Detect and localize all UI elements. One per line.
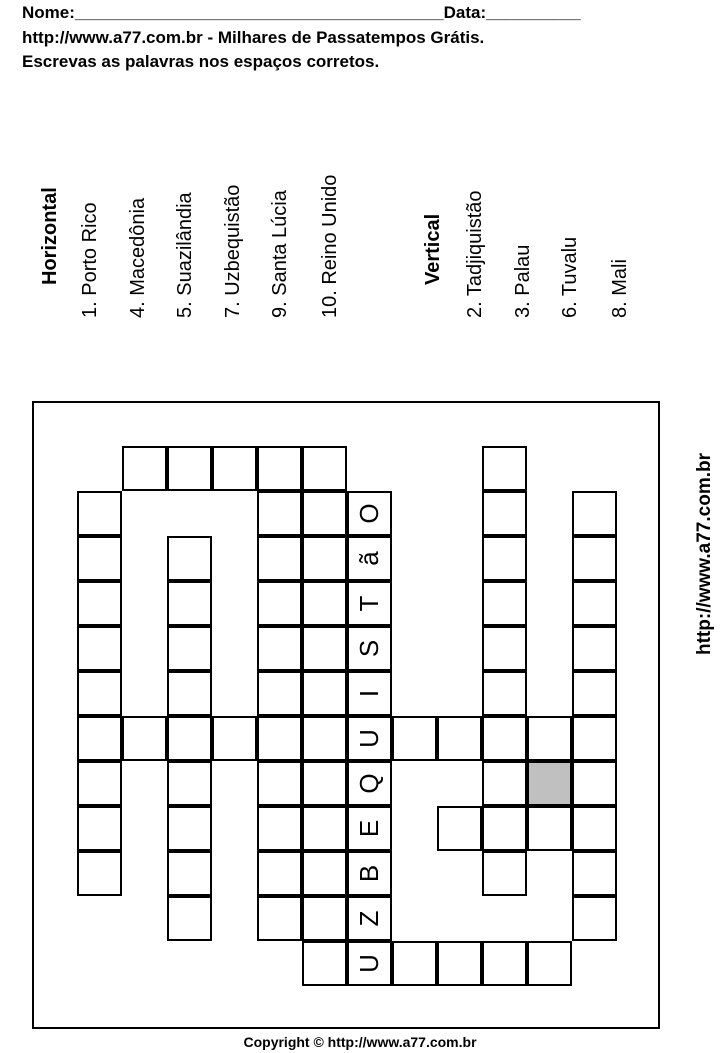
grid-cell[interactable] — [257, 446, 302, 491]
grid-cell[interactable] — [347, 941, 392, 986]
grid-cell[interactable] — [347, 896, 392, 941]
grid-letter: T — [354, 595, 384, 612]
clue-horizontal-5: 5. Suazilândia — [174, 192, 196, 318]
grid-cell[interactable] — [437, 941, 482, 986]
grid-cell[interactable] — [77, 806, 122, 851]
grid-cell[interactable] — [167, 761, 212, 806]
grid-cell[interactable] — [257, 671, 302, 716]
grid-cell[interactable] — [482, 941, 527, 986]
grid-cell[interactable] — [392, 941, 437, 986]
grid-cell[interactable] — [167, 581, 212, 626]
grid-cell[interactable] — [572, 491, 617, 536]
grid-cell[interactable] — [347, 626, 392, 671]
grid-cell[interactable] — [77, 536, 122, 581]
grid-letter: E — [354, 819, 384, 838]
grid-cell[interactable] — [257, 806, 302, 851]
grid-cell[interactable] — [347, 536, 392, 581]
clue-horizontal-9: 9. Santa Lúcia — [269, 190, 291, 318]
grid-cell[interactable] — [347, 491, 392, 536]
grid-cell[interactable] — [167, 536, 212, 581]
grid-cell[interactable] — [572, 761, 617, 806]
grid-cell[interactable] — [257, 851, 302, 896]
grid-cell[interactable] — [482, 806, 527, 851]
instruction-line: Escrevas as palavras nos espaços corretos. — [22, 52, 380, 71]
grid-cell[interactable] — [482, 536, 527, 581]
grid-cell[interactable] — [212, 446, 257, 491]
grid-cell[interactable] — [482, 626, 527, 671]
grid-cell[interactable] — [302, 941, 347, 986]
horizontal-title: Horizontal — [39, 187, 61, 285]
grid-cell[interactable] — [482, 446, 527, 491]
grid-cell[interactable] — [572, 851, 617, 896]
grid-cell[interactable] — [572, 626, 617, 671]
clue-horizontal-1: 1. Porto Rico — [79, 202, 101, 318]
grid-cell[interactable] — [437, 716, 482, 761]
grid-letter: U — [354, 729, 384, 748]
grid-cell[interactable] — [77, 851, 122, 896]
clue-vertical-2: 2. Tadjiquistão — [464, 190, 486, 318]
grid-cell[interactable] — [167, 851, 212, 896]
grid-cell[interactable] — [572, 536, 617, 581]
grid-cell[interactable] — [212, 716, 257, 761]
grid-letter: ã — [354, 551, 384, 566]
grid-cell[interactable] — [527, 716, 572, 761]
grid-cell[interactable] — [347, 581, 392, 626]
grid-cell[interactable] — [347, 806, 392, 851]
clue-vertical-3: 3. Palau — [512, 244, 534, 318]
grid-cell[interactable] — [257, 626, 302, 671]
grid-cell[interactable] — [482, 581, 527, 626]
grid-cell[interactable] — [302, 896, 347, 941]
grid-cell[interactable] — [167, 626, 212, 671]
grid-cell[interactable] — [347, 851, 392, 896]
vertical-title: Vertical — [422, 213, 444, 285]
grid-cell[interactable] — [572, 806, 617, 851]
grid-cell[interactable] — [167, 806, 212, 851]
grid-cell[interactable] — [572, 581, 617, 626]
clue-vertical-6: 6. Tuvalu — [559, 236, 581, 318]
grid-letter: S — [354, 639, 384, 658]
grid-cell[interactable] — [527, 806, 572, 851]
grid-cell[interactable] — [302, 446, 347, 491]
grid-cell[interactable] — [302, 761, 347, 806]
grid-cell[interactable] — [167, 716, 212, 761]
site-line: http://www.a77.com.br - Milhares de Passatempos Grátis. — [22, 28, 485, 47]
grid-cell[interactable] — [437, 806, 482, 851]
grid-cell[interactable] — [77, 671, 122, 716]
grid-cell[interactable] — [302, 716, 347, 761]
grid-cell[interactable] — [302, 851, 347, 896]
grid-letter: I — [354, 689, 384, 698]
grid-cell[interactable] — [482, 716, 527, 761]
copyright: Copyright © http://www.a77.com.br — [243, 1034, 477, 1050]
clue-horizontal-7: 7. Uzbequistão — [222, 184, 244, 318]
grid-cell[interactable] — [302, 626, 347, 671]
shaded-cell — [527, 761, 572, 806]
grid-cell[interactable] — [527, 941, 572, 986]
name-date-line: Nome:_______________________________________Data:__________ — [22, 3, 581, 22]
grid-cell[interactable] — [302, 491, 347, 536]
grid-cell[interactable] — [77, 716, 122, 761]
grid-cell[interactable] — [257, 761, 302, 806]
grid-cell[interactable] — [77, 491, 122, 536]
grid-cell[interactable] — [482, 851, 527, 896]
grid-cell[interactable] — [167, 896, 212, 941]
grid-cell[interactable] — [347, 716, 392, 761]
grid-cell[interactable] — [572, 671, 617, 716]
grid-letter: Q — [354, 773, 384, 794]
grid-cell[interactable] — [77, 581, 122, 626]
grid-letter: Z — [354, 910, 384, 927]
grid-cell[interactable] — [77, 626, 122, 671]
grid-cell[interactable] — [257, 536, 302, 581]
side-url: http://www.a77.com.br — [694, 453, 715, 655]
grid-letter: B — [354, 864, 384, 883]
grid-cell[interactable] — [257, 716, 302, 761]
clue-horizontal-4: 4. Macedônia — [127, 197, 149, 318]
grid-cell[interactable] — [482, 671, 527, 716]
grid-cell[interactable] — [302, 536, 347, 581]
grid-cell[interactable] — [257, 581, 302, 626]
grid-cell[interactable] — [257, 491, 302, 536]
grid-cell[interactable] — [482, 491, 527, 536]
grid-cell[interactable] — [302, 806, 347, 851]
grid-letter: O — [354, 503, 384, 524]
grid-cell[interactable] — [572, 716, 617, 761]
grid-cell[interactable] — [167, 671, 212, 716]
grid-cell[interactable] — [302, 671, 347, 716]
clue-horizontal-10: 10. Reino Unido — [319, 174, 341, 318]
grid-cell[interactable] — [302, 581, 347, 626]
grid-cell[interactable] — [482, 761, 527, 806]
grid-cell[interactable] — [122, 446, 167, 491]
grid-letter: U — [354, 954, 384, 973]
grid-cell[interactable] — [572, 896, 617, 941]
grid-cell[interactable] — [77, 761, 122, 806]
grid-cell[interactable] — [257, 896, 302, 941]
grid-cell[interactable] — [347, 671, 392, 716]
grid-cell[interactable] — [392, 716, 437, 761]
grid-cell[interactable] — [347, 761, 392, 806]
clue-vertical-8: 8. Mali — [609, 259, 631, 318]
grid-cell[interactable] — [167, 446, 212, 491]
grid-cell[interactable] — [122, 716, 167, 761]
